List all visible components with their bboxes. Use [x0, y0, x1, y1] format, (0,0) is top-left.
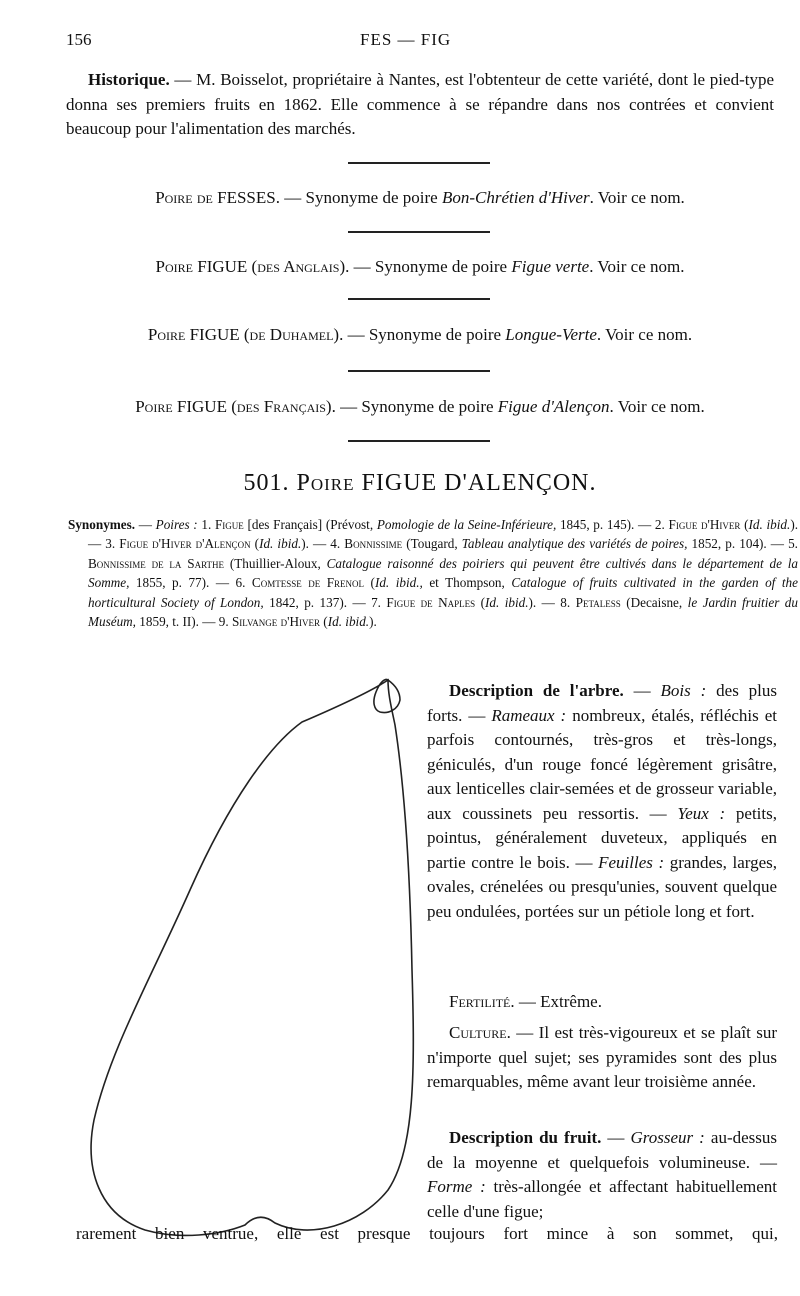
cross-reference — [60, 325, 780, 345]
field-label: Rameaux : — [491, 705, 567, 725]
synonym-text: 1842, p. 137). — 7. — [263, 594, 387, 610]
xref-text: — Synonyme de poire — [279, 188, 442, 207]
xref-qualifier: (des Anglais). — [247, 257, 350, 276]
culture-label: Culture. — [449, 1023, 511, 1042]
historique-label: Historique. — [88, 70, 170, 89]
synonym-source: Id. ibid., — [374, 575, 423, 591]
synonym-text: [des Français] (Prévost, — [243, 517, 377, 532]
xref-text: — Synonyme de poire — [343, 325, 506, 344]
xref-prefix: Poire — [155, 257, 198, 276]
fertilite-label: Fertilité. — [449, 992, 515, 1011]
xref-suffix: . Voir ce nom. — [589, 188, 685, 207]
synonym-source: Id. ibid. — [748, 517, 791, 532]
synonym-text: (Tougard, — [402, 536, 462, 552]
synonym-name: Figue — [214, 517, 244, 532]
synonym-name: Comtesse de Frenol — [251, 575, 365, 591]
xref-name: FIGUE — [197, 257, 248, 276]
synonym-text: ). — 8. — [528, 594, 576, 610]
fertilite-text: — Extrême. — [514, 992, 602, 1011]
field-text: des plus forts. — — [427, 681, 778, 725]
divider — [348, 440, 490, 442]
entry-number: 501. — [243, 470, 290, 496]
xref-target: Bon-Chrétien d'Hiver — [441, 188, 590, 207]
divider — [348, 231, 490, 233]
xref-target: Figue d'Alençon — [497, 397, 610, 416]
running-title: FES — FIG — [360, 30, 452, 49]
synonym-text: (Thuillier-Aloux, — [224, 555, 327, 571]
historique-paragraph — [66, 68, 774, 142]
xref-suffix: . Voir ce nom. — [589, 257, 685, 276]
entry-name: FIGUE D'ALENÇON. — [361, 470, 597, 496]
field-text: grandes, larges, ovales, crénelées ou presqu'unies, souvent quelque peu ondulées, portées sur un pétiole long et fort. — [427, 852, 778, 921]
synonym-text: ). — [369, 614, 377, 630]
xref-name: FESSES. — [217, 188, 280, 207]
synonym-source: Poires : — [155, 517, 198, 532]
synonym-source: Id. ibid. — [259, 536, 302, 552]
xref-prefix: Poire de — [155, 188, 218, 207]
pear-outline — [91, 680, 413, 1235]
synonym-name: Figue d'Hiver — [668, 517, 741, 532]
synonym-text: ( — [475, 594, 485, 610]
xref-name: FIGUE — [176, 397, 227, 416]
description-fruit-label: Description du fruit. — [449, 1128, 602, 1147]
synonym-source: Id. ibid. — [484, 594, 529, 610]
culture-text: — Il est très-vigoureux et se plaît sur n'importe quel sujet; ses pyramides sont des plus remarquables, même avant leur troisième année. — [427, 1023, 777, 1091]
xref-text: — Synonyme de poire — [349, 257, 512, 276]
synonym-source: Id. ibid. — [327, 614, 370, 630]
synonym-name: Silvange d'Hiver — [231, 614, 320, 630]
historique-text: — M. Boisselot, propriétaire à Nantes, est l'obtenteur de cette variété, dont le pied-type donna ses premiers fruits en 1862. Elle commence à se répandre dans nos contrées et convient beaucoup pour l'alimentation des marchés. — [66, 70, 774, 138]
description-fruit-paragraph — [427, 1126, 777, 1224]
synonym-text: ( — [364, 575, 375, 591]
cross-reference — [60, 257, 780, 277]
xref-text: — Synonyme de poire — [335, 397, 498, 416]
divider — [348, 370, 490, 372]
synonym-name: Figue d'Hiver d'Alençon — [119, 536, 251, 552]
field-text: au-dessus de la moyenne et quelquefois volumineuse. — — [427, 1128, 777, 1172]
description-fruit-continuation: rarement bien ventrue, elle est presque toujours fort mince à son sommet, qui, — [76, 1224, 778, 1243]
synonym-text: 1845, p. 145). — 2. — [556, 517, 669, 532]
page-number: 156 — [66, 30, 92, 49]
synonym-text: ( — [740, 517, 749, 532]
fertilite-paragraph — [427, 990, 777, 1015]
field-label: Feuilles : — [598, 852, 665, 872]
xref-target: Figue verte — [511, 257, 590, 276]
synonym-text: ( — [250, 536, 260, 552]
xref-qualifier: (des Français). — [226, 397, 336, 416]
xref-suffix: . Voir ce nom. — [609, 397, 705, 416]
synonym-source: Catalogue raisonné des poiriers qui peuvent être cultivés dans le département de la Somme, — [88, 555, 798, 591]
synonym-text: — — [135, 517, 156, 532]
synonym-text: ( — [320, 614, 328, 630]
cross-reference — [60, 397, 780, 417]
synonym-text: 1. — [197, 517, 215, 532]
xref-qualifier: (de Duhamel). — [239, 325, 344, 344]
synonym-source: le Jardin fruitier du Muséum, — [88, 594, 798, 630]
synonym-text: ). — 3. — [88, 517, 799, 552]
pear-stem — [374, 680, 400, 713]
divider — [348, 298, 490, 300]
field-text: — — [623, 681, 661, 700]
field-text: — — [601, 1128, 631, 1147]
entry-prefix: Poire — [296, 470, 355, 496]
pear-illustration — [70, 670, 430, 1250]
field-text: petits, pointus, généralement duveteux, appliqués en partie contre le bois. — — [427, 803, 777, 872]
synonym-text: 1852, p. 104). — 5. — [687, 536, 798, 552]
synonym-text: et Thompson, — [422, 575, 512, 591]
field-label: Grosseur : — [630, 1128, 705, 1147]
synonym-text: 1855, p. 77). — 6. — [129, 575, 252, 591]
synonym-text: 1859, t. II). — 9. — [135, 614, 232, 630]
synonymes-label: Synonymes. — [68, 517, 136, 532]
divider — [348, 162, 490, 164]
synonym-name: Bonnissime — [344, 536, 403, 552]
synonym-source: Pomologie de la Seine-Inférieure, — [376, 517, 557, 532]
synonym-name: Petaless — [575, 594, 621, 610]
field-text: nombreux, étalés, réfléchis et parfois contournés, très-gros et très-longs, géniculés, d'un rouge foncé légèrement grisâtre, aux lenticelles clair-semées et de grosseur variable, aux coussinets peu ressortis. — — [427, 705, 777, 823]
cross-reference — [60, 188, 780, 208]
xref-name: FIGUE — [189, 325, 240, 344]
description-arbre-label: Description de l'arbre. — [449, 681, 624, 700]
field-label: Yeux : — [677, 803, 726, 823]
xref-target: Longue-Verte — [505, 325, 597, 344]
synonym-source: Catalogue of fruits cultivated in the garden of the horticultural Society of London, — [88, 575, 798, 610]
xref-prefix: Poire — [135, 397, 177, 416]
xref-prefix: Poire — [147, 325, 190, 344]
synonym-text: (Decaisne, — [620, 594, 688, 610]
entry-title — [0, 470, 800, 497]
description-arbre-paragraph — [427, 679, 777, 924]
culture-paragraph — [427, 1021, 777, 1095]
field-text: très-allongée et affectant habituellement celle d'une figue; — [427, 1177, 777, 1221]
xref-suffix: . Voir ce nom. — [596, 325, 693, 344]
synonymes-paragraph — [68, 515, 798, 631]
synonym-name: Bonnissime de la Sarthe — [88, 555, 225, 571]
synonym-name: Figue de Naples — [386, 594, 476, 610]
synonym-source: Tableau analytique des variétés de poires, — [461, 536, 688, 552]
field-label: Bois : — [660, 681, 707, 700]
synonym-text: ). — 4. — [301, 536, 345, 552]
field-label: Forme : — [427, 1177, 486, 1196]
